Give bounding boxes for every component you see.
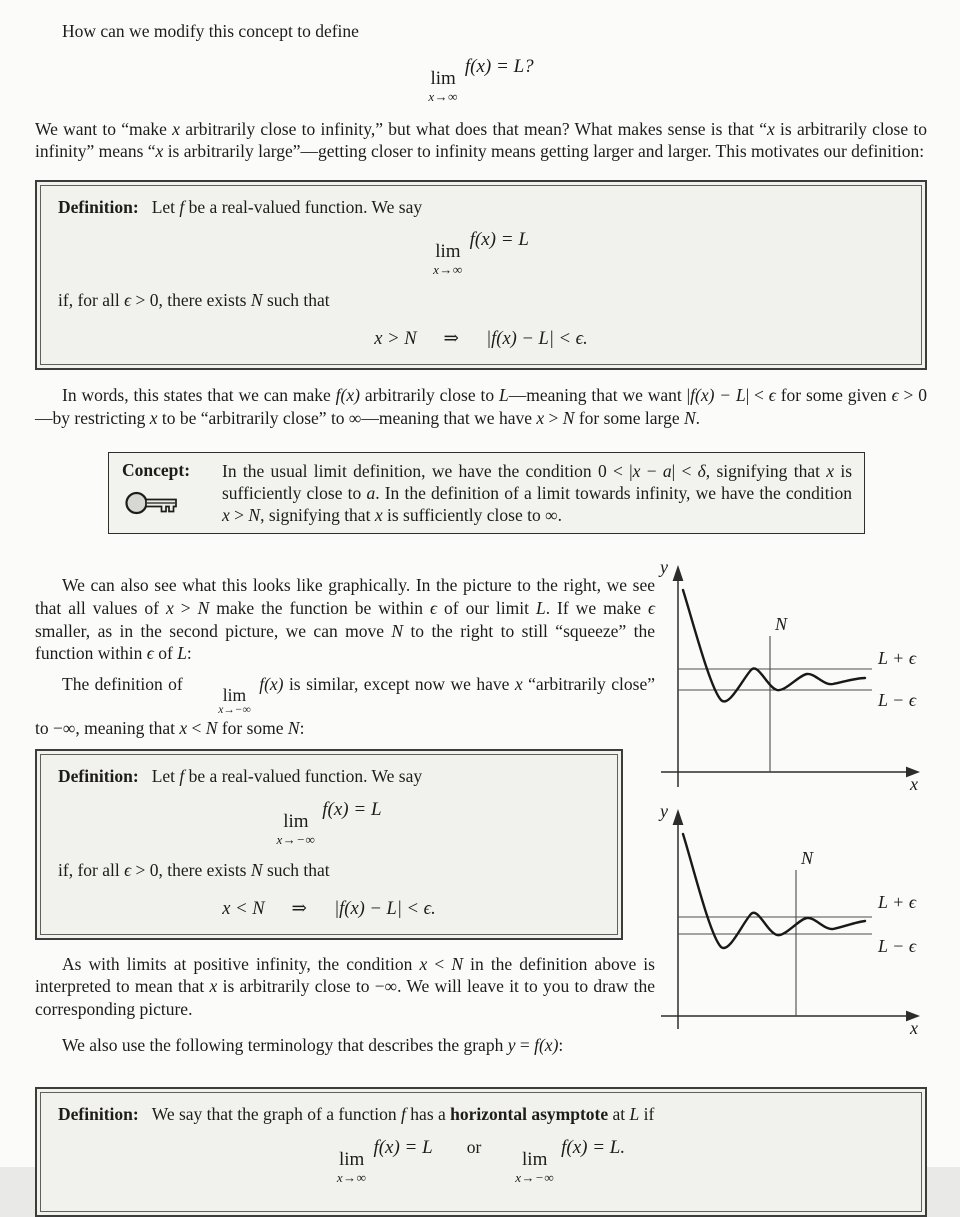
definition-condition-intro: if, for all ϵ > 0, there exists N such that [58, 860, 330, 881]
definition-intro-line [58, 1103, 904, 1126]
condition-left: x < N [222, 898, 265, 919]
definition-box-inner [40, 185, 922, 366]
definition-box-limit-positive-infinity [35, 180, 927, 371]
upper-band-label: L + ϵ [878, 892, 917, 912]
negdef-post: f(x) is similar, except now we have x “arbitrarily close” to −∞, meaning that x < N for some N: [35, 673, 655, 738]
x-axis-label: x [910, 1018, 918, 1038]
definition-box-inner [40, 1092, 922, 1212]
limit-operator: lim x→∞ [336, 1148, 367, 1185]
n-label: N [775, 614, 788, 634]
key-icon [124, 487, 180, 519]
paragraph-we-want: We want to “make x arbitrarily close to infinity,” but what does that mean? What makes sense is that “x is arbitrarily close to infinity” means “x is arbitrarily large”—getting closer to infinity means getting larger and larger. This motivates our definition: [35, 118, 927, 162]
concept-box [108, 452, 865, 534]
x-axis-label: x [910, 774, 918, 794]
definition-condition-intro: if, for all ϵ > 0, there exists N such that [58, 290, 330, 311]
left-text-column [35, 574, 655, 1057]
y-axis-label: y [660, 557, 668, 577]
formula-body: f(x) = L [469, 229, 529, 251]
definition-label: Definition: [58, 196, 139, 217]
definition-condition-formula [58, 328, 904, 350]
limit-graph-small-epsilon [653, 796, 953, 1040]
concept-box-left-column [122, 460, 222, 526]
definition-intro-line [58, 765, 600, 788]
negdef-pre: The definition of [62, 673, 189, 694]
paragraph-in-words: In words, this states that we can make f(x) arbitrarily close to L—meaning that we want |f(x) − L| < ϵ for some given ϵ > 0—by restricting x to be “arbitrarily close” to ∞—meaning that we have x > N for some large N. [35, 385, 927, 428]
definition-intro-line [58, 196, 904, 219]
n-label: N [801, 848, 814, 868]
limit-operator: lim x→−∞ [276, 811, 316, 848]
formula-body: f(x) = L [322, 799, 382, 821]
inline-limit-operator: lim x→−∞ [218, 684, 251, 717]
definition-label: Definition: [58, 766, 139, 787]
implies-arrow: ⇒ [443, 329, 460, 350]
condition-right: |f(x) − L| < ϵ. [486, 329, 588, 350]
formula-body: f(x) = L. [561, 1136, 626, 1158]
definition-intro-text: Let f be a real-valued function. We say [151, 766, 423, 787]
definition-formula [58, 229, 904, 276]
lower-band-label: L − ϵ [878, 936, 917, 956]
upper-band-label: L + ϵ [878, 648, 917, 668]
definition-formula [58, 799, 600, 846]
definition-intro-text: We say that the graph of a function f has a horizontal asymptote at L if [151, 1104, 655, 1125]
y-axis-arrow [673, 809, 684, 825]
definition-condition-formula [58, 898, 600, 920]
or-word: or [466, 1136, 482, 1157]
definition-intro-text: Let f be a real-valued function. We say [151, 196, 423, 217]
asymptote-formula-row [58, 1137, 904, 1184]
limit-graph-large-epsilon [653, 550, 953, 800]
implies-arrow: ⇒ [291, 898, 308, 919]
function-curve [683, 590, 865, 701]
paragraph-negative-limit [35, 673, 655, 740]
intro-paragraph: How can we modify this concept to define [62, 21, 359, 41]
definition-label: Definition: [58, 1104, 139, 1125]
lower-band-label: L − ϵ [878, 690, 917, 710]
function-curve [683, 834, 865, 948]
display-formula-limit-at-infinity [35, 56, 927, 103]
y-axis-arrow [673, 565, 684, 581]
y-axis-label: y [660, 801, 668, 821]
definition-box-inner [40, 754, 618, 935]
definition-box-limit-negative-infinity [35, 749, 623, 940]
limit-operator: lim x→∞ [433, 241, 463, 278]
limit-operator: lim x→−∞ [515, 1148, 555, 1185]
condition-right: |f(x) − L| < ϵ. [334, 898, 436, 919]
formula-body: f(x) = L [373, 1136, 433, 1158]
concept-text: In the usual limit definition, we have the condition 0 < |x − a| < δ, signifying that x is sufficiently close to a. In the definition of a limit towards infinity, we have the condition x > N, signifying that x is sufficiently close to ∞. [222, 461, 853, 526]
definition-box-horizontal-asymptote [35, 1087, 927, 1217]
paragraph-graphical: We can also see what this looks like graphically. In the picture to the right, we see that all values of x > N make the function be within ϵ of our limit L. If we make ϵ smaller, as in the second picture, we can move N to the right to still “squeeze” the function within ϵ of L: [35, 575, 656, 664]
paragraph-terminology: We also use the following terminology that describes the graph y = f(x): [62, 1035, 564, 1056]
condition-left: x > N [374, 329, 417, 350]
concept-label: Concept: [122, 460, 191, 481]
limit-operator: lim x→∞ [428, 67, 458, 104]
paragraph-as-with: As with limits at positive infinity, the condition x < N in the definition above is interpreted to mean that x is arbitrarily close to −∞. We will leave it to you to draw the corresponding picture. [35, 953, 655, 1019]
formula-body: f(x) = L? [464, 55, 534, 77]
